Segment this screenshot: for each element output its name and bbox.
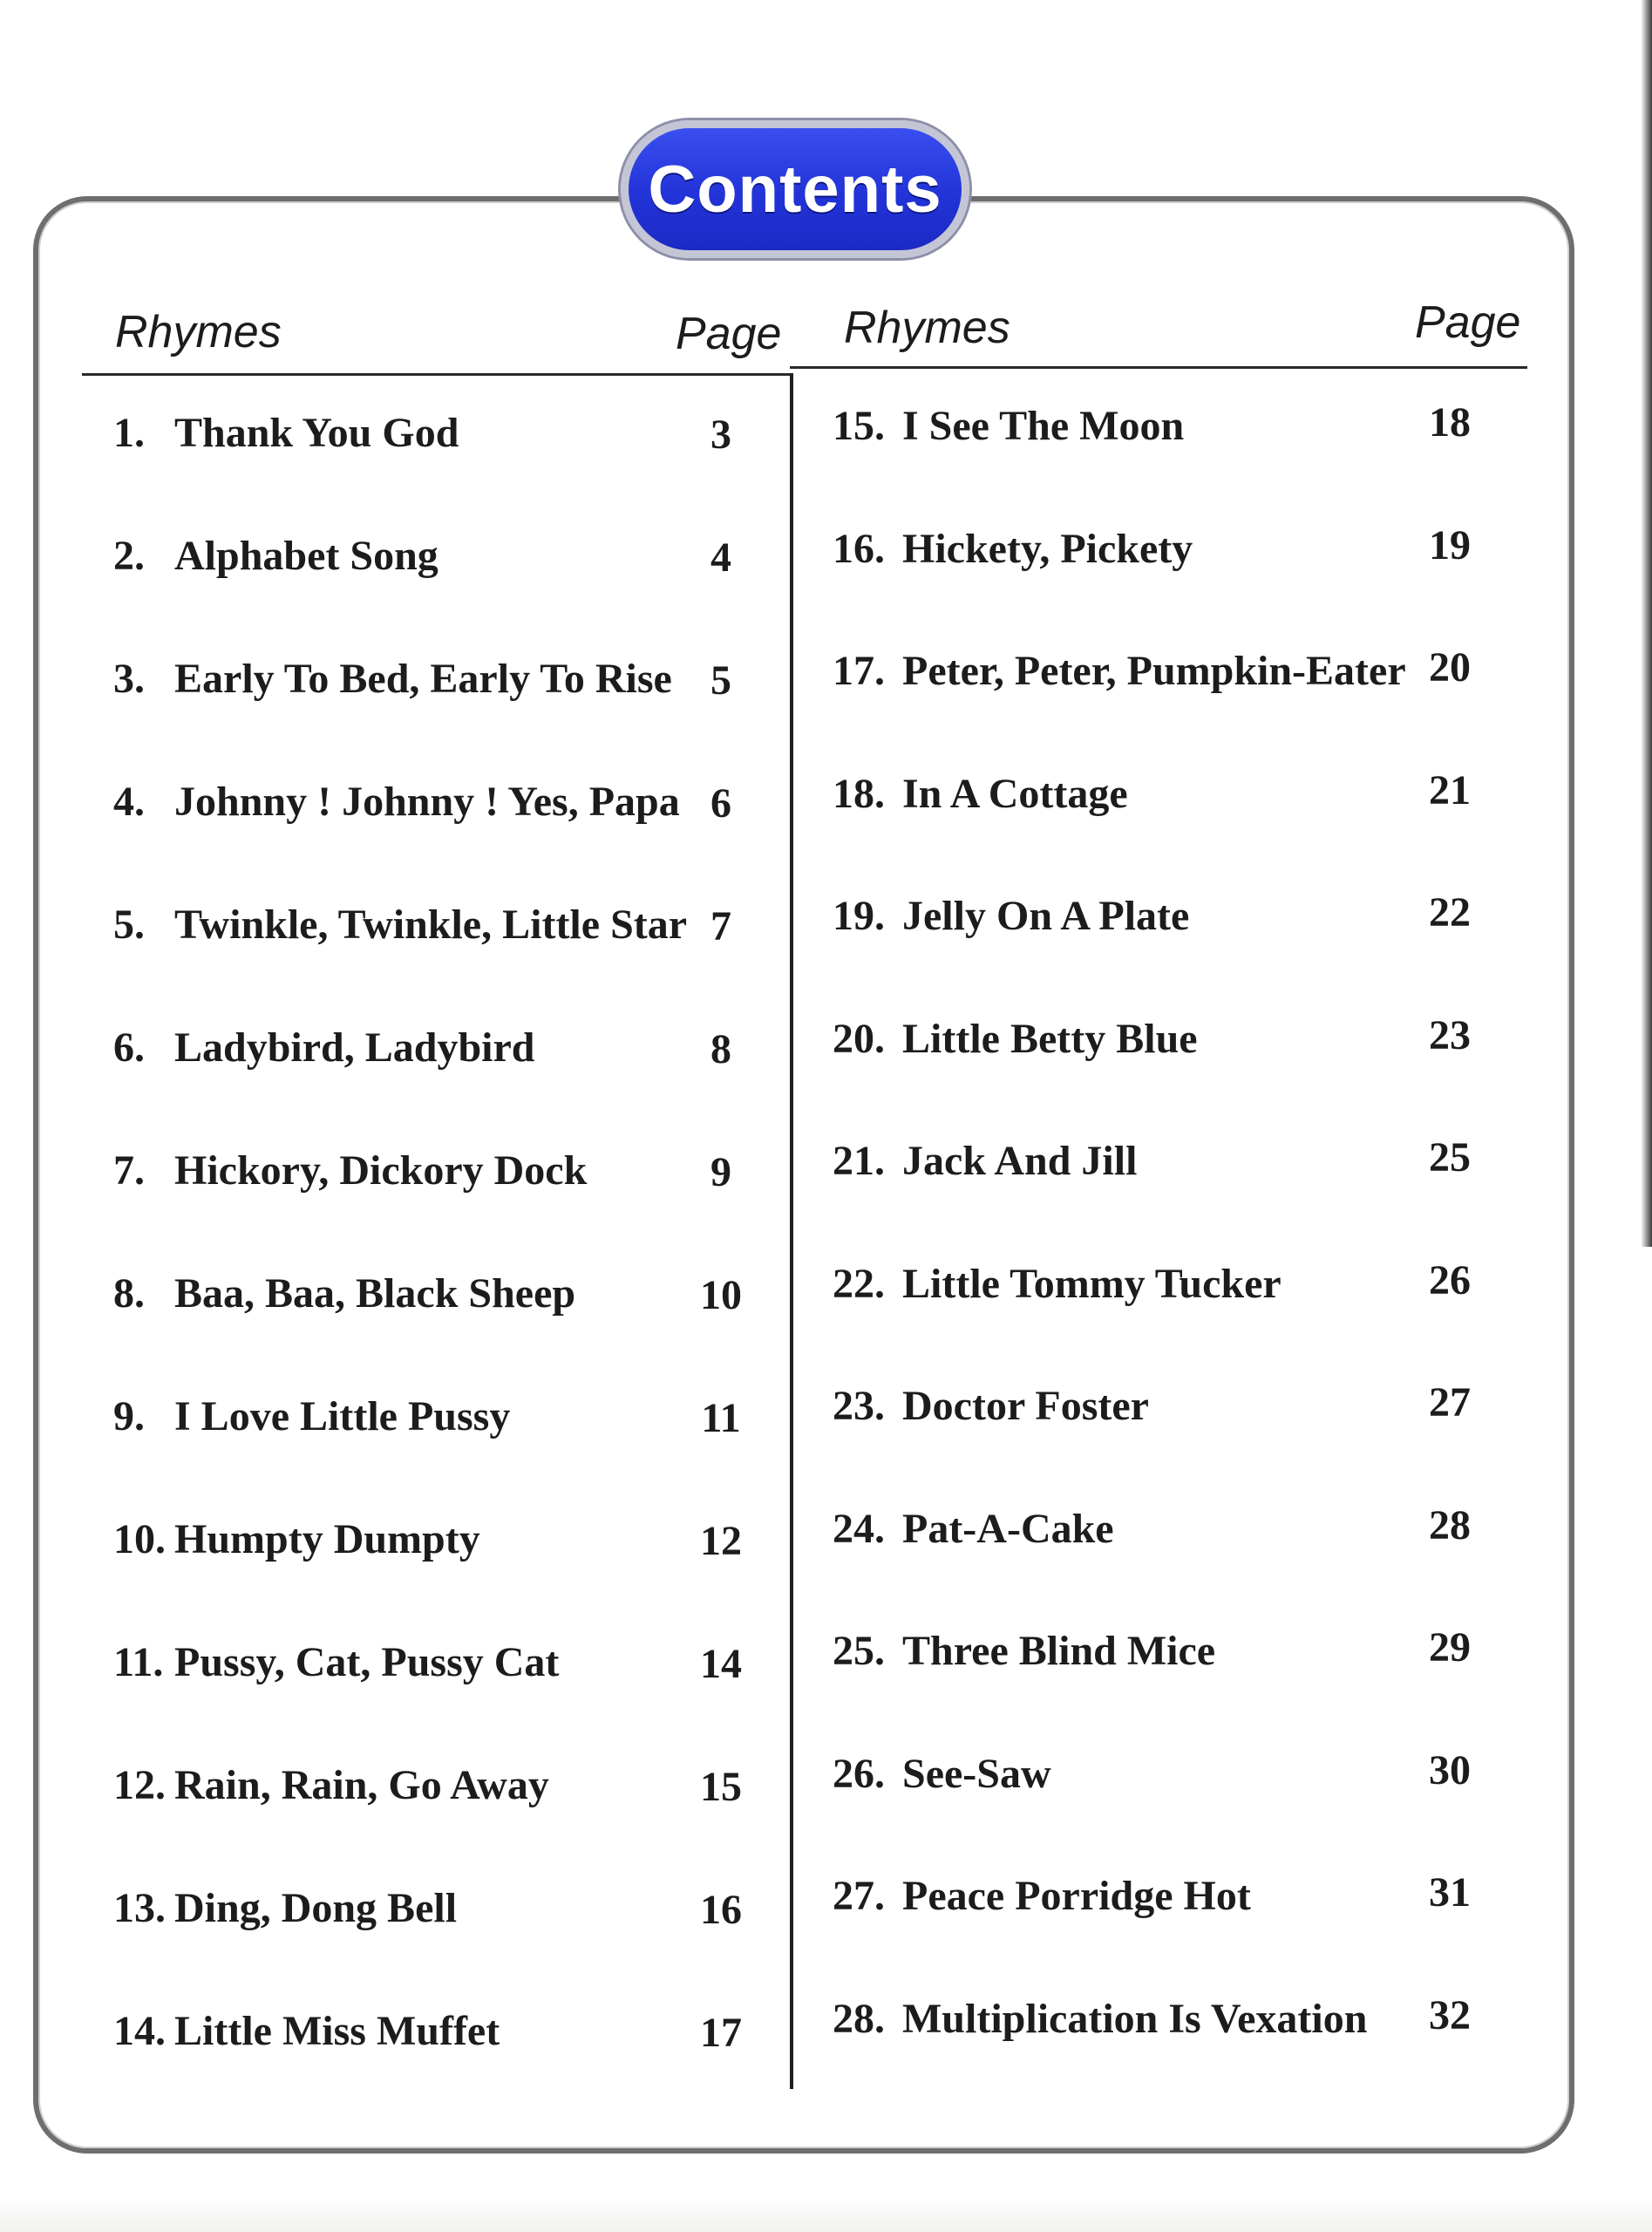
contents-entry bbox=[113, 2008, 500, 2054]
contents-entry bbox=[833, 405, 1184, 447]
contents-entry bbox=[113, 1024, 535, 1071]
entry-title: Alphabet Song bbox=[174, 533, 438, 579]
entry-number: 8. bbox=[113, 1270, 145, 1317]
entry-page-number: 12 bbox=[700, 1518, 742, 1564]
contents-entry bbox=[833, 770, 1128, 817]
contents-entry bbox=[113, 1270, 576, 1317]
entry-title: Rain, Rain, Go Away bbox=[174, 1762, 549, 1808]
entry-page-number: 14 bbox=[700, 1641, 742, 1687]
entry-number: 9. bbox=[113, 1393, 145, 1439]
contents-entry bbox=[113, 1393, 511, 1439]
entry-page-number: 21 bbox=[1429, 766, 1471, 813]
entry-number: 20. bbox=[833, 1015, 885, 1062]
right-page-header: Page bbox=[1415, 297, 1521, 348]
column-divider bbox=[790, 373, 793, 2089]
page-edge bbox=[1642, 0, 1652, 1247]
contents-entry bbox=[113, 1639, 560, 1685]
entry-page-number: 23 bbox=[1429, 1011, 1471, 1058]
entry-title: Humpty Dumpty bbox=[174, 1516, 480, 1562]
entry-title: Little Miss Muffet bbox=[174, 2008, 500, 2054]
entry-number: 18. bbox=[833, 770, 885, 817]
entry-number: 10. bbox=[113, 1516, 166, 1562]
entry-page-number: 17 bbox=[700, 2010, 742, 2056]
entry-number: 5. bbox=[113, 902, 145, 948]
contents-entry bbox=[833, 1140, 1137, 1182]
entry-page-number: 4 bbox=[710, 534, 731, 581]
entry-title: Doctor Foster bbox=[902, 1383, 1149, 1429]
entry-number: 12. bbox=[113, 1762, 166, 1808]
entry-number: 26. bbox=[833, 1750, 885, 1797]
entry-number: 27. bbox=[833, 1873, 885, 1919]
entry-page-number: 31 bbox=[1429, 1869, 1471, 1916]
contents-entry bbox=[113, 658, 672, 700]
entry-title: I See The Moon bbox=[902, 403, 1185, 449]
entry-number: 11. bbox=[113, 1639, 164, 1685]
entry-title: Three Blind Mice bbox=[902, 1628, 1216, 1674]
entry-number: 22. bbox=[833, 1260, 885, 1307]
entry-number: 14. bbox=[113, 2008, 166, 2054]
entry-title: Little Betty Blue bbox=[902, 1015, 1198, 1062]
contents-entry bbox=[833, 895, 1189, 937]
entry-title: Hickory, Dickory Dock bbox=[174, 1147, 588, 1194]
entry-page-number: 32 bbox=[1429, 1991, 1471, 2038]
entry-page-number: 20 bbox=[1429, 644, 1471, 691]
entry-number: 28. bbox=[833, 1995, 885, 2042]
entry-number: 23. bbox=[833, 1383, 885, 1429]
entry-title: I Love Little Pussy bbox=[174, 1393, 511, 1439]
entry-page-number: 5 bbox=[710, 657, 731, 704]
entry-number: 25. bbox=[833, 1628, 885, 1674]
left-rhymes-header: Rhymes bbox=[115, 307, 282, 357]
contents-entry bbox=[833, 1995, 1368, 2042]
entry-number: 3. bbox=[113, 656, 145, 702]
entry-number: 13. bbox=[113, 1885, 166, 1931]
entry-page-number: 11 bbox=[701, 1395, 741, 1441]
entry-title: Baa, Baa, Black Sheep bbox=[174, 1270, 576, 1317]
entry-page-number: 15 bbox=[700, 1764, 742, 1810]
entry-title: In A Cottage bbox=[902, 770, 1128, 817]
left-header-rule bbox=[82, 373, 793, 376]
entry-page-number: 25 bbox=[1429, 1134, 1471, 1181]
entry-title: See-Saw bbox=[902, 1750, 1051, 1797]
entry-page-number: 7 bbox=[710, 903, 731, 949]
entry-title: Hickety, Pickety bbox=[902, 525, 1193, 572]
contents-entry bbox=[113, 1516, 480, 1562]
entry-number: 19. bbox=[833, 893, 885, 939]
contents-entry bbox=[833, 1260, 1281, 1307]
contents-entry bbox=[113, 1762, 549, 1808]
entry-page-number: 8 bbox=[710, 1026, 731, 1072]
entry-page-number: 26 bbox=[1429, 1256, 1471, 1303]
right-rhymes-header: Rhymes bbox=[844, 303, 1010, 353]
title-badge bbox=[621, 120, 969, 258]
entry-number: 17. bbox=[833, 648, 885, 694]
right-header-rule bbox=[790, 366, 1527, 369]
entry-page-number: 10 bbox=[700, 1272, 742, 1318]
entry-page-number: 27 bbox=[1429, 1379, 1471, 1426]
entry-page-number: 22 bbox=[1429, 889, 1471, 936]
contents-entry bbox=[113, 904, 687, 946]
entry-number: 4. bbox=[113, 779, 145, 825]
entry-page-number: 30 bbox=[1429, 1746, 1471, 1793]
contents-entry bbox=[833, 1750, 1051, 1797]
entry-number: 7. bbox=[113, 1147, 145, 1194]
contents-entry bbox=[113, 781, 680, 823]
entry-title: Johnny ! Johnny ! Yes, Papa bbox=[174, 779, 680, 825]
entry-title: Ding, Dong Bell bbox=[174, 1885, 458, 1931]
bottom-shadow bbox=[0, 2197, 1652, 2232]
contents-entry bbox=[833, 525, 1193, 572]
entry-title: Pussy, Cat, Pussy Cat bbox=[174, 1639, 560, 1685]
page-title: Contents bbox=[648, 152, 942, 227]
entry-number: 16. bbox=[833, 525, 885, 572]
contents-entry bbox=[113, 535, 438, 577]
contents-entry bbox=[113, 412, 459, 454]
entry-title: Thank You God bbox=[174, 410, 459, 456]
entry-title: Jack And Jill bbox=[902, 1138, 1138, 1184]
entry-page-number: 9 bbox=[710, 1149, 731, 1195]
entry-number: 6. bbox=[113, 1024, 145, 1071]
entry-title: Early To Bed, Early To Rise bbox=[174, 656, 672, 702]
entry-page-number: 18 bbox=[1429, 399, 1471, 446]
entry-page-number: 29 bbox=[1429, 1624, 1471, 1671]
entry-page-number: 6 bbox=[710, 780, 731, 827]
entry-title: Peace Porridge Hot bbox=[902, 1873, 1251, 1919]
entry-number: 1. bbox=[113, 410, 145, 456]
entry-title: Jelly On A Plate bbox=[902, 893, 1190, 939]
contents-entry bbox=[833, 1630, 1215, 1672]
entry-title: Little Tommy Tucker bbox=[902, 1260, 1281, 1307]
contents-entry bbox=[113, 1885, 458, 1931]
contents-entry bbox=[833, 1505, 1114, 1552]
contents-entry bbox=[833, 650, 1406, 692]
entry-number: 21. bbox=[833, 1138, 885, 1184]
entry-page-number: 3 bbox=[710, 412, 731, 458]
contents-entry bbox=[833, 1015, 1198, 1062]
entry-number: 24. bbox=[833, 1505, 885, 1552]
entry-page-number: 28 bbox=[1429, 1501, 1471, 1548]
entry-title: Pat-A-Cake bbox=[902, 1505, 1114, 1552]
contents-entry bbox=[833, 1875, 1251, 1917]
entry-title: Ladybird, Ladybird bbox=[174, 1024, 535, 1071]
contents-entry bbox=[833, 1385, 1149, 1427]
contents-entry bbox=[113, 1147, 588, 1194]
entry-title: Twinkle, Twinkle, Little Star bbox=[174, 902, 688, 948]
entry-number: 15. bbox=[833, 403, 885, 449]
entry-number: 2. bbox=[113, 533, 145, 579]
left-page-header: Page bbox=[676, 309, 782, 359]
entry-title: Peter, Peter, Pumpkin-Eater bbox=[902, 648, 1406, 694]
entry-title: Multiplication Is Vexation bbox=[902, 1995, 1368, 2042]
entry-page-number: 16 bbox=[700, 1887, 742, 1933]
entry-page-number: 19 bbox=[1429, 521, 1471, 568]
